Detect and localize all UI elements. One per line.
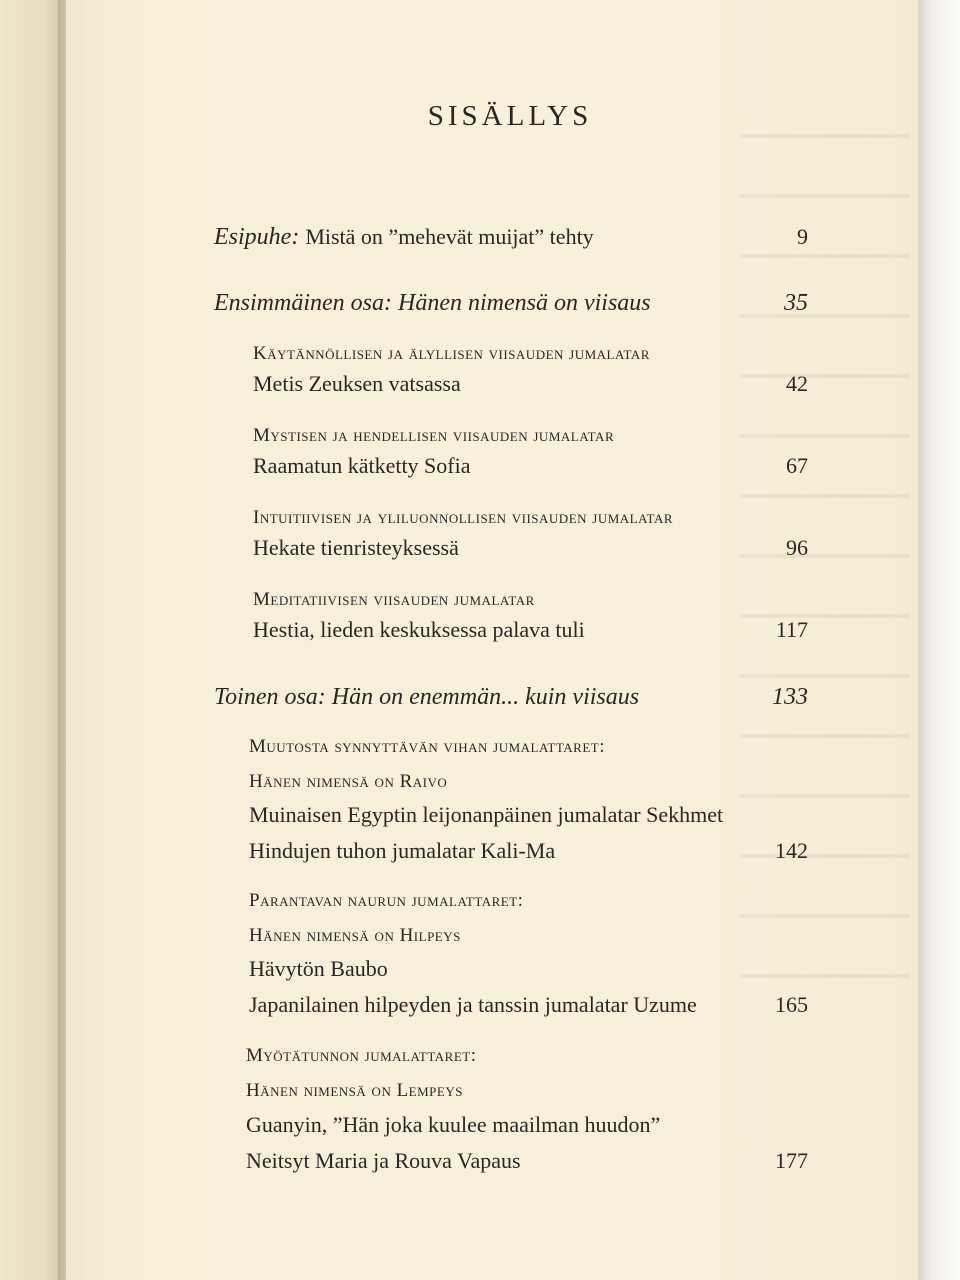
entry-title: Raamatun kätketty Sofia bbox=[253, 453, 471, 478]
part-title: Ensimmäinen osa: Hänen nimensä on viisaus bbox=[214, 290, 651, 316]
toc-entry bbox=[0, 802, 808, 836]
section-subheading: Hänen nimensä on Hilpeys bbox=[249, 925, 461, 946]
preface-title: Mistä on ”mehevät muijat” tehty bbox=[305, 224, 594, 249]
section-heading: Muutosta synnyttävän vihan jumalattaret: bbox=[249, 736, 605, 757]
toc-entry bbox=[0, 956, 808, 990]
preface-label: Esipuhe: bbox=[214, 224, 300, 250]
toc-entry bbox=[0, 453, 808, 487]
page-number: 133 bbox=[772, 684, 808, 710]
section-heading: Mystisen ja hendellisen viisauden jumalatar bbox=[253, 425, 615, 446]
section-heading: Meditatiivisen viisauden jumalatar bbox=[253, 589, 535, 610]
entry-title: Muinaisen Egyptin leijonanpäinen jumalatar Sekhmet bbox=[249, 802, 724, 827]
section-subheading: Hänen nimensä on Raivo bbox=[249, 771, 448, 792]
toc-part-2 bbox=[0, 684, 808, 718]
entry-title: Hindujen tuhon jumalatar Kali-Ma bbox=[249, 838, 556, 863]
section-heading: Parantavan naurun jumalattaret: bbox=[249, 890, 524, 911]
page-number: 42 bbox=[786, 371, 808, 396]
section-heading: Intuitiivisen ja yliluonnollisen viisauden jumalatar bbox=[253, 507, 674, 528]
page-number: 9 bbox=[797, 224, 808, 249]
section-heading: Myötätunnon jumalattaret: bbox=[246, 1045, 477, 1066]
toc-entry bbox=[0, 838, 808, 872]
toc-entry bbox=[0, 992, 808, 1026]
page-title: SISÄLLYS bbox=[427, 100, 593, 132]
entry-title: Hestia, lieden keskuksessa palava tuli bbox=[253, 617, 585, 642]
entry-title: Hekate tienristeyksessä bbox=[253, 535, 459, 560]
entry-title: Japanilainen hilpeyden ja tanssin jumalatar Uzume bbox=[249, 992, 697, 1017]
page-number: 67 bbox=[786, 453, 808, 478]
entry-title: Neitsyt Maria ja Rouva Vapaus bbox=[246, 1148, 521, 1173]
section-subheading: Hänen nimensä on Lempeys bbox=[246, 1080, 463, 1101]
toc-entry-preface bbox=[0, 224, 808, 258]
background-right bbox=[918, 0, 960, 1280]
toc-entry bbox=[0, 1148, 808, 1182]
section-heading: Käytännöllisen ja älyllisen viisauden jumalatar bbox=[253, 343, 650, 364]
toc-entry bbox=[0, 535, 808, 569]
toc-part-1 bbox=[0, 290, 808, 324]
entry-title: Hävytön Baubo bbox=[249, 956, 388, 981]
toc-entry bbox=[0, 371, 808, 405]
entry-title: Guanyin, ”Hän joka kuulee maailman huudon” bbox=[246, 1112, 661, 1137]
page-number: 165 bbox=[775, 992, 808, 1017]
page-number: 117 bbox=[775, 617, 808, 642]
page-number: 177 bbox=[775, 1148, 808, 1173]
toc-entry bbox=[0, 617, 808, 651]
part-title: Toinen osa: Hän on enemmän... kuin viisaus bbox=[214, 684, 640, 710]
toc-entry bbox=[0, 1112, 808, 1146]
page-number: 142 bbox=[775, 838, 808, 863]
page-number: 96 bbox=[786, 535, 808, 560]
page-number: 35 bbox=[784, 290, 808, 316]
entry-title: Metis Zeuksen vatsassa bbox=[253, 371, 461, 396]
